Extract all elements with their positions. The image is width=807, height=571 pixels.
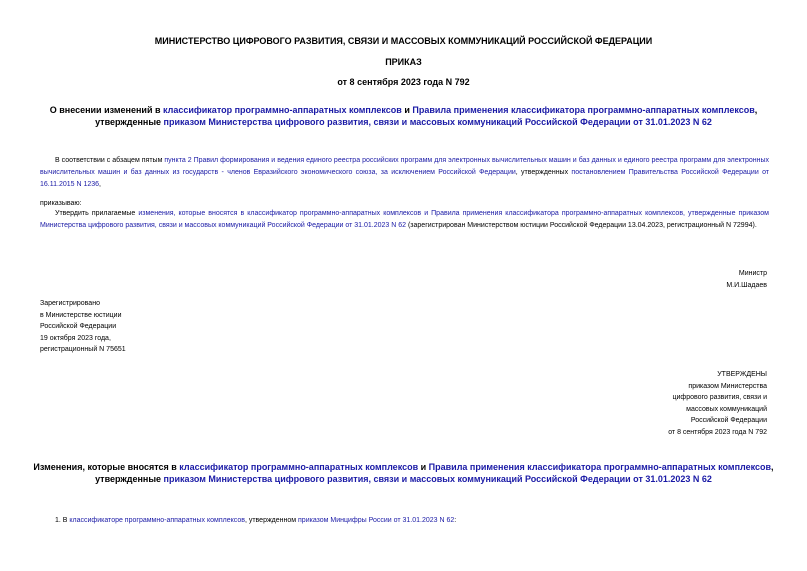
registration-line: в Министерстве юстиции <box>40 311 122 319</box>
item-1 <box>55 515 456 527</box>
approved-line: цифрового развития, связи и <box>672 394 767 401</box>
changes-title <box>0 461 807 485</box>
link-rules[interactable]: Правила применения классификатора программно-аппаратных комплексов <box>412 105 755 115</box>
changes-title-text: Изменения, которые вносятся в <box>33 462 180 472</box>
approved-line: УТВЕРЖДЕНЫ <box>717 371 767 378</box>
approved-line: массовых коммуникаций <box>686 405 767 413</box>
item-text: , утвержденном <box>244 517 299 524</box>
link-rules[interactable]: Правила применения классификатора программно-аппаратных комплексов <box>428 462 772 472</box>
approved-line: от 8 сентября 2023 года N 792 <box>668 428 767 436</box>
approved-block <box>668 369 767 438</box>
approve-paragraph <box>40 208 769 232</box>
order-word: приказываю: <box>40 200 82 207</box>
registration-line: Российской Федерации <box>40 323 117 330</box>
doc-type: ПРИКАЗ <box>385 57 422 67</box>
registration-block <box>40 298 126 356</box>
link-order-62[interactable]: приказом Министерства цифрового развития, связи и массовых коммуникаций Российской Федерации от 31.01.2023 N 62 <box>163 474 712 484</box>
title-text: и <box>401 105 413 115</box>
changes-title-text: утвержденные <box>95 474 164 484</box>
signature-block <box>726 268 767 291</box>
signer-name: М.И.Шадаев <box>726 281 767 289</box>
signer-role: Министр <box>738 270 767 277</box>
link-government-resolution[interactable]: постановлением Правительства Российской Федерации от 16.11.2015 N 1236 <box>40 169 770 188</box>
doc-date: от 8 сентября 2023 года N 792 <box>337 77 470 87</box>
approved-line: приказом Министерства <box>688 382 767 390</box>
link-order-62[interactable]: приказом Министерства цифрового развития, связи и массовых коммуникаций Российской Федерации от 31.01.2023 N 62 <box>163 117 712 127</box>
preamble-text: , <box>99 181 101 188</box>
link-classifier[interactable]: классификатор программно-аппаратных комплексов <box>163 105 402 115</box>
approved-line: Российской Федерации <box>690 417 767 424</box>
preamble-text: , утвержденных <box>515 169 572 176</box>
document-title <box>0 104 807 128</box>
approve-text: Утвердить прилагаемые <box>55 210 139 217</box>
ministry-header: МИНИСТЕРСТВО ЦИФРОВОГО РАЗВИТИЯ, СВЯЗИ И МАССОВЫХ КОММУНИКАЦИЙ РОССИЙСКОЙ ФЕДЕРАЦИИ <box>154 36 653 46</box>
item-text: : <box>454 517 457 524</box>
registration-line: Зарегистрировано <box>40 300 100 307</box>
title-text: , <box>754 105 758 115</box>
link-classifier[interactable]: классификаторе программно-аппаратных комплексов <box>69 517 245 524</box>
preamble-paragraph <box>40 155 769 191</box>
changes-title-text: , <box>771 462 774 472</box>
approve-text: (зарегистрирован Министерством юстиции Российской Федерации 13.04.2023, регистрационный N 72994). <box>406 222 757 229</box>
link-changes[interactable]: изменения, которые вносятся в классификатор программно-аппаратных комплексов и Правила применения классификатора программно-аппаратных комплексов, утвержденные приказом Министерства цифрового развития, связи и массовых коммуникаций Российской Федерации от 31.01.2023 N 62 <box>40 210 769 229</box>
changes-title-text: и <box>418 462 429 472</box>
registration-line: регистрационный N 75651 <box>40 346 126 353</box>
registration-line: 19 октября 2023 года, <box>40 334 111 342</box>
link-rules-registry[interactable]: пункта 2 Правил формирования и ведения единого реестра российских программ для электронных вычислительных машин и баз данных и единого реестра программ для электронных вычислительных машин и баз данных из государств - членов Евразийского экономического союза, за исключением Российской Федерации <box>40 157 769 176</box>
link-mintsifry-order[interactable]: приказом Минцифры России от 31.01.2023 N 62 <box>298 517 455 524</box>
title-text: утвержденные <box>95 117 164 127</box>
link-classifier[interactable]: классификатор программно-аппаратных комплексов <box>179 462 419 472</box>
preamble-text: В соответствии с абзацем пятым <box>55 157 165 164</box>
title-text: О внесении изменений в <box>49 105 164 115</box>
item-text: 1. В <box>55 517 70 524</box>
